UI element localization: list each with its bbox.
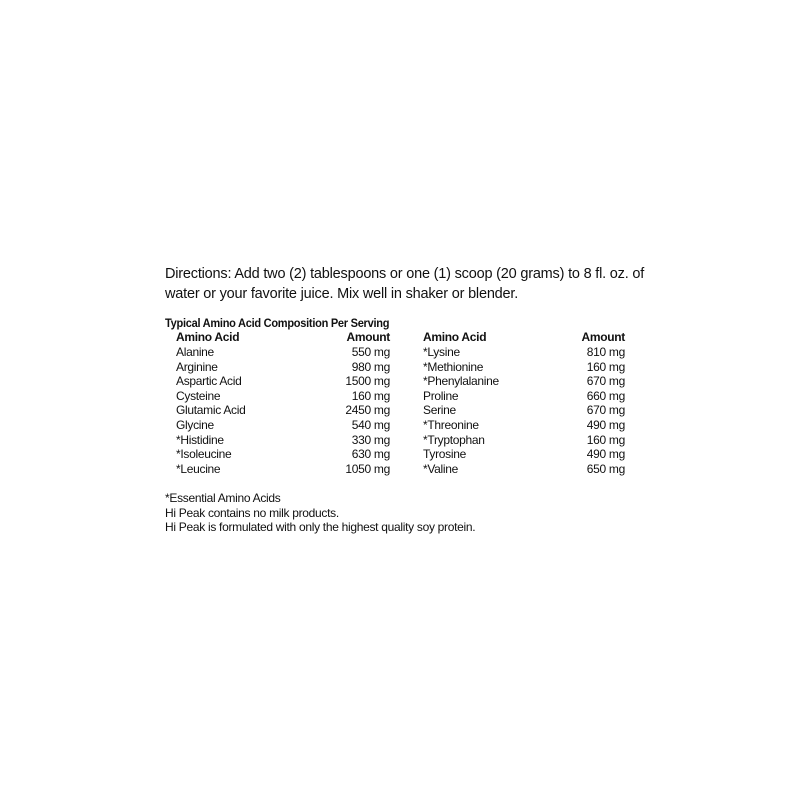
- amino-acid-name: *Tryptophan: [423, 432, 485, 447]
- amino-acid-name: Alanine: [176, 345, 214, 359]
- table-row: [423, 389, 625, 404]
- table-row: [423, 374, 625, 389]
- amino-acid-amount: 160 mg: [586, 359, 625, 374]
- amino-acid-name: Arginine: [176, 359, 218, 374]
- amino-acid-amount: 670 mg: [586, 374, 625, 389]
- table-row: [423, 433, 625, 448]
- header-amount: Amount: [346, 330, 390, 344]
- footnotes: [165, 491, 475, 535]
- table-row: [170, 360, 390, 375]
- amino-acid-amount: 660 mg: [586, 388, 625, 403]
- amino-acid-name: *Histidine: [176, 432, 224, 447]
- amino-acid-name: Tyrosine: [423, 447, 466, 462]
- directions-body: Add two (2) tablespoons or one (1) scoop (20 grams) to 8 fl. oz. of water or your favorite juice. Mix well in shaker or blender.: [165, 266, 645, 302]
- table-row: [423, 360, 625, 375]
- amino-acid-name: Cysteine: [176, 388, 221, 403]
- amino-table-left: [170, 330, 390, 476]
- table-row: [170, 418, 390, 433]
- table-row: [170, 345, 390, 360]
- amino-acid-amount: 630 mg: [351, 447, 390, 462]
- directions-label: Directions:: [165, 266, 232, 282]
- amino-acid-amount: 490 mg: [586, 447, 625, 462]
- amino-acid-name: Serine: [423, 403, 456, 418]
- amino-acid-name: Glycine: [176, 417, 214, 432]
- amino-acid-amount: 1500 mg: [345, 374, 390, 389]
- table-row: [170, 462, 390, 477]
- amino-acid-amount: 550 mg: [351, 345, 390, 359]
- amino-acid-name: Aspartic Acid: [176, 374, 242, 389]
- table-row: [170, 447, 390, 462]
- amino-acid-amount: 1050 mg: [345, 461, 390, 476]
- amino-acid-name: *Valine: [423, 461, 459, 476]
- amino-table-right: [423, 330, 625, 476]
- table-header: [170, 330, 390, 345]
- header-amount: Amount: [581, 330, 625, 344]
- amino-acid-amount: 540 mg: [351, 417, 390, 432]
- amino-acid-amount: 330 mg: [351, 432, 390, 447]
- amino-acid-amount: 490 mg: [586, 417, 625, 432]
- amino-acid-amount: 160 mg: [586, 432, 625, 447]
- note-essential: *Essential Amino Acids: [165, 491, 281, 505]
- table-title: Typical Amino Acid Composition Per Serving: [165, 316, 390, 330]
- header-amino-acid: Amino Acid: [423, 330, 487, 344]
- amino-acid-amount: 980 mg: [351, 359, 390, 374]
- amino-rows-right: [423, 345, 625, 476]
- table-row: [170, 433, 390, 448]
- table-header: [423, 330, 625, 345]
- amino-acid-name: *Methionine: [423, 359, 484, 374]
- amino-acid-name: *Threonine: [423, 417, 479, 432]
- table-row: [423, 345, 625, 360]
- directions-text: [165, 264, 645, 304]
- amino-acid-name: *Isoleucine: [176, 447, 232, 462]
- amino-rows-left: [170, 345, 390, 476]
- table-row: [423, 403, 625, 418]
- amino-acid-name: *Lysine: [423, 345, 460, 359]
- amino-acid-amount: 160 mg: [351, 388, 390, 403]
- header-amino-acid: Amino Acid: [176, 330, 240, 344]
- amino-acid-name: *Leucine: [176, 461, 221, 476]
- table-row: [170, 374, 390, 389]
- table-row: [423, 447, 625, 462]
- amino-acid-name: *Phenylalanine: [423, 374, 499, 389]
- amino-acid-amount: 2450 mg: [345, 403, 390, 418]
- table-row: [423, 462, 625, 477]
- amino-acid-amount: 670 mg: [586, 403, 625, 418]
- note-milk: Hi Peak contains no milk products.: [165, 505, 339, 520]
- table-row: [423, 418, 625, 433]
- table-row: [170, 403, 390, 418]
- amino-acid-amount: 650 mg: [586, 461, 625, 476]
- amino-acid-name: Proline: [423, 388, 459, 403]
- amino-acid-amount: 810 mg: [586, 345, 625, 359]
- amino-acid-name: Glutamic Acid: [176, 403, 246, 418]
- table-row: [170, 389, 390, 404]
- note-soy: Hi Peak is formulated with only the highest quality soy protein.: [165, 520, 476, 534]
